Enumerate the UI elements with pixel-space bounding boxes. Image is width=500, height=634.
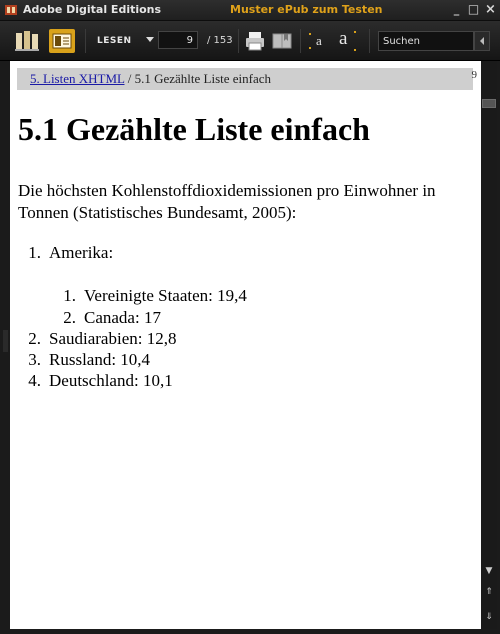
page-title: 5.1 Gezählte Liste einfach xyxy=(18,111,370,147)
reading-view-button[interactable] xyxy=(49,29,75,53)
list-item xyxy=(53,308,161,328)
list-number: 3. xyxy=(28,350,41,369)
toolbar xyxy=(0,21,500,61)
scroll-down-icon[interactable]: ▼ xyxy=(485,566,493,576)
view-mode-label[interactable]: LESEN xyxy=(97,36,132,46)
list-text: Vereinigte Staaten: 19,4 xyxy=(84,286,247,305)
book-icon xyxy=(4,3,18,17)
search-input[interactable]: Suchen xyxy=(378,31,474,51)
search-go-icon xyxy=(475,32,489,50)
list-item xyxy=(18,371,173,391)
page-number-input[interactable]: 9 xyxy=(158,31,198,49)
font-decrease-button[interactable] xyxy=(308,29,330,53)
list-text: Saudiarabien: 12,8 xyxy=(49,329,177,348)
maximize-button[interactable]: □ xyxy=(467,2,480,16)
list-text: Amerika: xyxy=(49,243,114,262)
list-text: Deutschland: 10,1 xyxy=(49,371,173,390)
list-number: 1. xyxy=(63,286,76,305)
list-item xyxy=(18,329,176,349)
page-number: 9 xyxy=(471,69,477,81)
scrollbar[interactable] xyxy=(481,61,497,629)
breadcrumb-link[interactable]: 5. Listen XHTML xyxy=(30,71,125,86)
reading-pane xyxy=(10,61,481,629)
page-up-icon[interactable]: ⇑ xyxy=(485,587,493,597)
list-number: 2. xyxy=(28,329,41,348)
library-icon xyxy=(14,29,40,53)
breadcrumb xyxy=(17,68,473,90)
bookmark-icon xyxy=(271,29,293,53)
toolbar-separator xyxy=(369,29,370,53)
side-panel-handle[interactable] xyxy=(3,330,8,352)
toolbar-separator xyxy=(238,29,239,53)
minimize-button[interactable]: _ xyxy=(453,3,460,16)
list-number: 1. xyxy=(28,243,41,262)
title-bar xyxy=(0,0,500,21)
list-text: Russland: 10,4 xyxy=(49,350,151,369)
breadcrumb-current: / 5.1 Gezählte Liste einfach xyxy=(124,71,272,86)
library-button[interactable] xyxy=(14,29,40,53)
search-go-button[interactable] xyxy=(474,31,490,51)
document-title: Muster ePub zum Testen xyxy=(230,3,383,16)
font-increase-button[interactable] xyxy=(334,29,360,53)
page-down-icon[interactable]: ⇓ xyxy=(485,612,493,622)
list-number: 2. xyxy=(63,308,76,327)
intro-paragraph: Die höchsten Kohlenstoffdioxidemissionen pro Einwohner in Tonnen (Statistisches Bundesamt, 2005): xyxy=(18,181,436,222)
scroll-thumb[interactable] xyxy=(482,99,496,108)
close-button[interactable]: × xyxy=(485,2,496,17)
font-large-label: a xyxy=(339,28,348,49)
toolbar-separator xyxy=(85,29,86,53)
list-text: Canada: 17 xyxy=(84,308,161,327)
bookmark-button[interactable] xyxy=(271,29,293,53)
chevron-down-icon[interactable] xyxy=(146,37,154,42)
list-item xyxy=(53,286,247,306)
page-total: / 153 xyxy=(207,35,233,46)
list-item xyxy=(18,243,113,263)
list-item xyxy=(18,350,150,370)
print-button[interactable] xyxy=(244,29,266,53)
reading-view-icon xyxy=(49,29,75,53)
app-title: Adobe Digital Editions xyxy=(23,3,162,16)
toolbar-separator xyxy=(300,29,301,53)
list-number: 4. xyxy=(28,371,41,390)
print-icon xyxy=(244,29,266,53)
font-small-label: a xyxy=(316,33,322,48)
